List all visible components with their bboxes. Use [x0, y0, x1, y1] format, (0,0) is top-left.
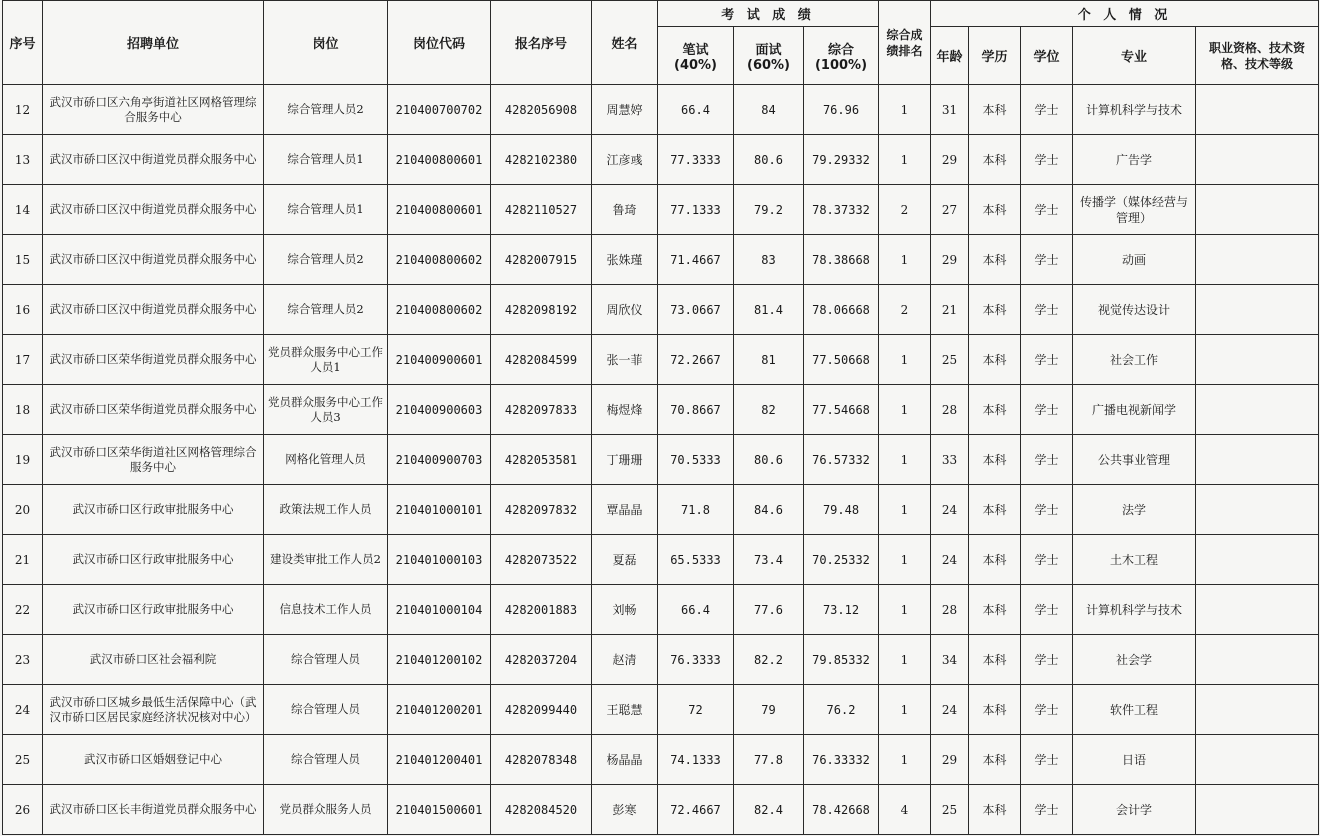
header-total-pct: (100%) [814, 57, 868, 73]
cell-rank: 4 [879, 785, 931, 835]
cell-total: 78.37332 [804, 185, 879, 235]
cell-rank: 1 [879, 135, 931, 185]
cell-qualification [1196, 85, 1319, 135]
cell-reg-no: 4282037204 [491, 635, 592, 685]
cell-position: 综合管理人员2 [264, 235, 388, 285]
cell-seq: 16 [3, 285, 43, 335]
cell-total: 76.57332 [804, 435, 879, 485]
cell-total: 79.85332 [804, 635, 879, 685]
table-row [3, 685, 1319, 735]
cell-rank: 1 [879, 385, 931, 435]
header-interview-pct: (60%) [747, 57, 790, 73]
table-row [3, 235, 1319, 285]
cell-seq: 25 [3, 735, 43, 785]
cell-written: 77.1333 [658, 185, 734, 235]
header-personal-group: 个 人 情 况 [931, 1, 1319, 27]
cell-reg-no: 4282084599 [491, 335, 592, 385]
cell-interview: 80.6 [734, 135, 804, 185]
cell-interview: 83 [734, 235, 804, 285]
cell-name: 赵清 [592, 635, 658, 685]
cell-qualification [1196, 335, 1319, 385]
cell-seq: 17 [3, 335, 43, 385]
cell-position-code: 210401000104 [388, 585, 491, 635]
cell-major: 广告学 [1073, 135, 1196, 185]
cell-interview: 82.2 [734, 635, 804, 685]
cell-position-code: 210401200401 [388, 735, 491, 785]
cell-degree: 学士 [1021, 335, 1073, 385]
header-reg-no: 报名序号 [491, 1, 592, 85]
cell-unit: 武汉市硚口区荣华街道党员群众服务中心 [43, 385, 264, 435]
cell-position-code: 210400800602 [388, 285, 491, 335]
cell-position-code: 210400800601 [388, 135, 491, 185]
cell-degree: 学士 [1021, 235, 1073, 285]
cell-education: 本科 [969, 735, 1021, 785]
cell-written: 74.1333 [658, 735, 734, 785]
cell-total: 76.96 [804, 85, 879, 135]
cell-total: 77.50668 [804, 335, 879, 385]
table-row [3, 635, 1319, 685]
cell-position-code: 210401200102 [388, 635, 491, 685]
cell-degree: 学士 [1021, 285, 1073, 335]
cell-seq: 22 [3, 585, 43, 635]
header-position-code: 岗位代码 [388, 1, 491, 85]
cell-age: 34 [931, 635, 969, 685]
table-row [3, 735, 1319, 785]
table-row [3, 485, 1319, 535]
cell-unit: 武汉市硚口区荣华街道党员群众服务中心 [43, 335, 264, 385]
cell-qualification [1196, 385, 1319, 435]
cell-seq: 14 [3, 185, 43, 235]
cell-total: 70.25332 [804, 535, 879, 585]
header-written: 笔试 (40%) [658, 27, 734, 85]
cell-age: 27 [931, 185, 969, 235]
cell-age: 25 [931, 335, 969, 385]
cell-degree: 学士 [1021, 585, 1073, 635]
table-row [3, 285, 1319, 335]
cell-position-code: 210400800602 [388, 235, 491, 285]
cell-interview: 82 [734, 385, 804, 435]
cell-qualification [1196, 485, 1319, 535]
cell-reg-no: 4282099440 [491, 685, 592, 735]
cell-position-code: 210400900601 [388, 335, 491, 385]
cell-education: 本科 [969, 435, 1021, 485]
cell-total: 76.2 [804, 685, 879, 735]
cell-position: 建设类审批工作人员2 [264, 535, 388, 585]
cell-reg-no: 4282097833 [491, 385, 592, 435]
cell-position-code: 210400700702 [388, 85, 491, 135]
cell-rank: 1 [879, 85, 931, 135]
cell-rank: 2 [879, 185, 931, 235]
cell-seq: 15 [3, 235, 43, 285]
results-table [2, 0, 1319, 835]
table-row [3, 535, 1319, 585]
header-age: 年龄 [931, 27, 969, 85]
header-unit: 招聘单位 [43, 1, 264, 85]
cell-degree: 学士 [1021, 785, 1073, 835]
cell-position: 综合管理人员 [264, 685, 388, 735]
cell-position-code: 210400800601 [388, 185, 491, 235]
cell-position: 综合管理人员 [264, 735, 388, 785]
cell-written: 71.4667 [658, 235, 734, 285]
header-rank: 综合成绩排名 [879, 1, 931, 85]
cell-position-code: 210400900703 [388, 435, 491, 485]
cell-education: 本科 [969, 485, 1021, 535]
cell-qualification [1196, 185, 1319, 235]
cell-name: 江彦彧 [592, 135, 658, 185]
cell-major: 计算机科学与技术 [1073, 585, 1196, 635]
cell-unit: 武汉市硚口区汉中街道党员群众服务中心 [43, 135, 264, 185]
cell-seq: 19 [3, 435, 43, 485]
cell-rank: 1 [879, 635, 931, 685]
cell-reg-no: 4282001883 [491, 585, 592, 635]
cell-position: 综合管理人员2 [264, 285, 388, 335]
cell-major: 会计学 [1073, 785, 1196, 835]
cell-name: 丁珊珊 [592, 435, 658, 485]
cell-degree: 学士 [1021, 535, 1073, 585]
table-row [3, 185, 1319, 235]
cell-education: 本科 [969, 335, 1021, 385]
cell-rank: 1 [879, 535, 931, 585]
table-row [3, 785, 1319, 835]
cell-name: 张姝瑾 [592, 235, 658, 285]
cell-major: 软件工程 [1073, 685, 1196, 735]
cell-age: 21 [931, 285, 969, 335]
cell-reg-no: 4282098192 [491, 285, 592, 335]
table-row [3, 85, 1319, 135]
cell-rank: 1 [879, 435, 931, 485]
cell-position-code: 210401200201 [388, 685, 491, 735]
cell-age: 24 [931, 485, 969, 535]
cell-unit: 武汉市硚口区汉中街道党员群众服务中心 [43, 285, 264, 335]
cell-seq: 26 [3, 785, 43, 835]
cell-major: 广播电视新闻学 [1073, 385, 1196, 435]
cell-rank: 1 [879, 685, 931, 735]
cell-position: 信息技术工作人员 [264, 585, 388, 635]
header-position: 岗位 [264, 1, 388, 85]
cell-written: 71.8 [658, 485, 734, 535]
header-total: 综合 (100%) [804, 27, 879, 85]
cell-written: 72 [658, 685, 734, 735]
cell-total: 79.29332 [804, 135, 879, 185]
cell-age: 31 [931, 85, 969, 135]
cell-interview: 73.4 [734, 535, 804, 585]
cell-name: 周慧婷 [592, 85, 658, 135]
cell-interview: 80.6 [734, 435, 804, 485]
cell-education: 本科 [969, 535, 1021, 585]
cell-position-code: 210401000103 [388, 535, 491, 585]
cell-degree: 学士 [1021, 635, 1073, 685]
cell-written: 65.5333 [658, 535, 734, 585]
cell-education: 本科 [969, 785, 1021, 835]
cell-major: 视觉传达设计 [1073, 285, 1196, 335]
cell-interview: 79 [734, 685, 804, 735]
cell-major: 法学 [1073, 485, 1196, 535]
cell-written: 77.3333 [658, 135, 734, 185]
cell-reg-no: 4282007915 [491, 235, 592, 285]
cell-seq: 24 [3, 685, 43, 735]
header-education: 学历 [969, 27, 1021, 85]
cell-education: 本科 [969, 285, 1021, 335]
cell-education: 本科 [969, 185, 1021, 235]
cell-age: 29 [931, 135, 969, 185]
cell-seq: 12 [3, 85, 43, 135]
cell-unit: 武汉市硚口区荣华街道社区网格管理综合服务中心 [43, 435, 264, 485]
header-seq: 序号 [3, 1, 43, 85]
cell-major: 日语 [1073, 735, 1196, 785]
cell-interview: 77.6 [734, 585, 804, 635]
cell-unit: 武汉市硚口区婚姻登记中心 [43, 735, 264, 785]
cell-reg-no: 4282053581 [491, 435, 592, 485]
cell-seq: 13 [3, 135, 43, 185]
cell-education: 本科 [969, 385, 1021, 435]
cell-written: 72.4667 [658, 785, 734, 835]
cell-unit: 武汉市硚口区城乡最低生活保障中心（武汉市硚口区居民家庭经济状况核对中心） [43, 685, 264, 735]
cell-position-code: 210401000101 [388, 485, 491, 535]
cell-major: 社会工作 [1073, 335, 1196, 385]
cell-written: 66.4 [658, 585, 734, 635]
cell-position: 综合管理人员1 [264, 135, 388, 185]
cell-rank: 1 [879, 585, 931, 635]
cell-position: 政策法规工作人员 [264, 485, 388, 535]
cell-total: 78.38668 [804, 235, 879, 285]
cell-major: 公共事业管理 [1073, 435, 1196, 485]
table-row [3, 435, 1319, 485]
cell-major: 动画 [1073, 235, 1196, 285]
cell-reg-no: 4282078348 [491, 735, 592, 785]
cell-major: 传播学（媒体经营与管理） [1073, 185, 1196, 235]
cell-interview: 81 [734, 335, 804, 385]
cell-reg-no: 4282102380 [491, 135, 592, 185]
cell-rank: 1 [879, 235, 931, 285]
cell-age: 24 [931, 685, 969, 735]
cell-qualification [1196, 635, 1319, 685]
cell-name: 杨晶晶 [592, 735, 658, 785]
cell-interview: 82.4 [734, 785, 804, 835]
cell-major: 计算机科学与技术 [1073, 85, 1196, 135]
cell-unit: 武汉市硚口区六角亭街道社区网格管理综合服务中心 [43, 85, 264, 135]
cell-rank: 1 [879, 735, 931, 785]
table-row [3, 335, 1319, 385]
cell-total: 76.33332 [804, 735, 879, 785]
cell-seq: 20 [3, 485, 43, 535]
cell-position: 网格化管理人员 [264, 435, 388, 485]
cell-position-code: 210400900603 [388, 385, 491, 435]
header-exam-group: 考 试 成 绩 [658, 1, 879, 27]
cell-education: 本科 [969, 585, 1021, 635]
cell-seq: 21 [3, 535, 43, 585]
cell-position: 党员群众服务中心工作人员1 [264, 335, 388, 385]
cell-age: 33 [931, 435, 969, 485]
table-body [3, 85, 1319, 835]
cell-unit: 武汉市硚口区社会福利院 [43, 635, 264, 685]
cell-unit: 武汉市硚口区汉中街道党员群众服务中心 [43, 235, 264, 285]
cell-degree: 学士 [1021, 135, 1073, 185]
cell-total: 79.48 [804, 485, 879, 535]
cell-unit: 武汉市硚口区行政审批服务中心 [43, 535, 264, 585]
cell-position: 综合管理人员1 [264, 185, 388, 235]
cell-name: 夏磊 [592, 535, 658, 585]
cell-qualification [1196, 735, 1319, 785]
cell-written: 66.4 [658, 85, 734, 135]
cell-major: 土木工程 [1073, 535, 1196, 585]
cell-position: 综合管理人员2 [264, 85, 388, 135]
cell-age: 29 [931, 235, 969, 285]
cell-degree: 学士 [1021, 385, 1073, 435]
cell-qualification [1196, 235, 1319, 285]
cell-reg-no: 4282056908 [491, 85, 592, 135]
cell-written: 72.2667 [658, 335, 734, 385]
cell-education: 本科 [969, 685, 1021, 735]
cell-position: 党员群众服务人员 [264, 785, 388, 835]
cell-total: 77.54668 [804, 385, 879, 435]
cell-degree: 学士 [1021, 85, 1073, 135]
table-header [3, 1, 1319, 85]
cell-qualification [1196, 585, 1319, 635]
cell-interview: 79.2 [734, 185, 804, 235]
cell-qualification [1196, 535, 1319, 585]
cell-qualification [1196, 435, 1319, 485]
cell-name: 鲁琦 [592, 185, 658, 235]
cell-name: 王聪慧 [592, 685, 658, 735]
cell-unit: 武汉市硚口区行政审批服务中心 [43, 585, 264, 635]
cell-name: 覃晶晶 [592, 485, 658, 535]
cell-reg-no: 4282110527 [491, 185, 592, 235]
cell-position-code: 210401500601 [388, 785, 491, 835]
table-row [3, 135, 1319, 185]
cell-rank: 1 [879, 485, 931, 535]
cell-education: 本科 [969, 135, 1021, 185]
cell-total: 78.42668 [804, 785, 879, 835]
cell-education: 本科 [969, 235, 1021, 285]
cell-age: 25 [931, 785, 969, 835]
cell-unit: 武汉市硚口区行政审批服务中心 [43, 485, 264, 535]
cell-seq: 23 [3, 635, 43, 685]
cell-age: 28 [931, 385, 969, 435]
table-row [3, 585, 1319, 635]
header-name: 姓名 [592, 1, 658, 85]
cell-degree: 学士 [1021, 185, 1073, 235]
cell-name: 彭寒 [592, 785, 658, 835]
cell-name: 梅煜烽 [592, 385, 658, 435]
cell-rank: 2 [879, 285, 931, 335]
cell-written: 70.8667 [658, 385, 734, 435]
cell-degree: 学士 [1021, 685, 1073, 735]
cell-unit: 武汉市硚口区长丰街道党员群众服务中心 [43, 785, 264, 835]
cell-name: 周欣仪 [592, 285, 658, 335]
cell-position: 党员群众服务中心工作人员3 [264, 385, 388, 435]
cell-age: 24 [931, 535, 969, 585]
cell-name: 刘畅 [592, 585, 658, 635]
cell-age: 28 [931, 585, 969, 635]
cell-rank: 1 [879, 335, 931, 385]
cell-interview: 84.6 [734, 485, 804, 535]
header-degree: 学位 [1021, 27, 1073, 85]
cell-interview: 81.4 [734, 285, 804, 335]
cell-education: 本科 [969, 85, 1021, 135]
cell-reg-no: 4282073522 [491, 535, 592, 585]
cell-qualification [1196, 285, 1319, 335]
cell-name: 张一菲 [592, 335, 658, 385]
cell-qualification [1196, 785, 1319, 835]
header-written-pct: (40%) [674, 57, 717, 73]
cell-degree: 学士 [1021, 435, 1073, 485]
cell-interview: 77.8 [734, 735, 804, 785]
cell-written: 76.3333 [658, 635, 734, 685]
cell-degree: 学士 [1021, 485, 1073, 535]
header-qualification: 职业资格、技术资格、技术等级 [1196, 27, 1319, 85]
cell-qualification [1196, 135, 1319, 185]
cell-total: 78.06668 [804, 285, 879, 335]
cell-major: 社会学 [1073, 635, 1196, 685]
cell-reg-no: 4282097832 [491, 485, 592, 535]
cell-qualification [1196, 685, 1319, 735]
cell-education: 本科 [969, 635, 1021, 685]
cell-written: 73.0667 [658, 285, 734, 335]
cell-written: 70.5333 [658, 435, 734, 485]
cell-age: 29 [931, 735, 969, 785]
cell-interview: 84 [734, 85, 804, 135]
table-row [3, 385, 1319, 435]
cell-unit: 武汉市硚口区汉中街道党员群众服务中心 [43, 185, 264, 235]
cell-total: 73.12 [804, 585, 879, 635]
header-major: 专业 [1073, 27, 1196, 85]
cell-reg-no: 4282084520 [491, 785, 592, 835]
header-interview: 面试 (60%) [734, 27, 804, 85]
cell-seq: 18 [3, 385, 43, 435]
cell-position: 综合管理人员 [264, 635, 388, 685]
cell-degree: 学士 [1021, 735, 1073, 785]
